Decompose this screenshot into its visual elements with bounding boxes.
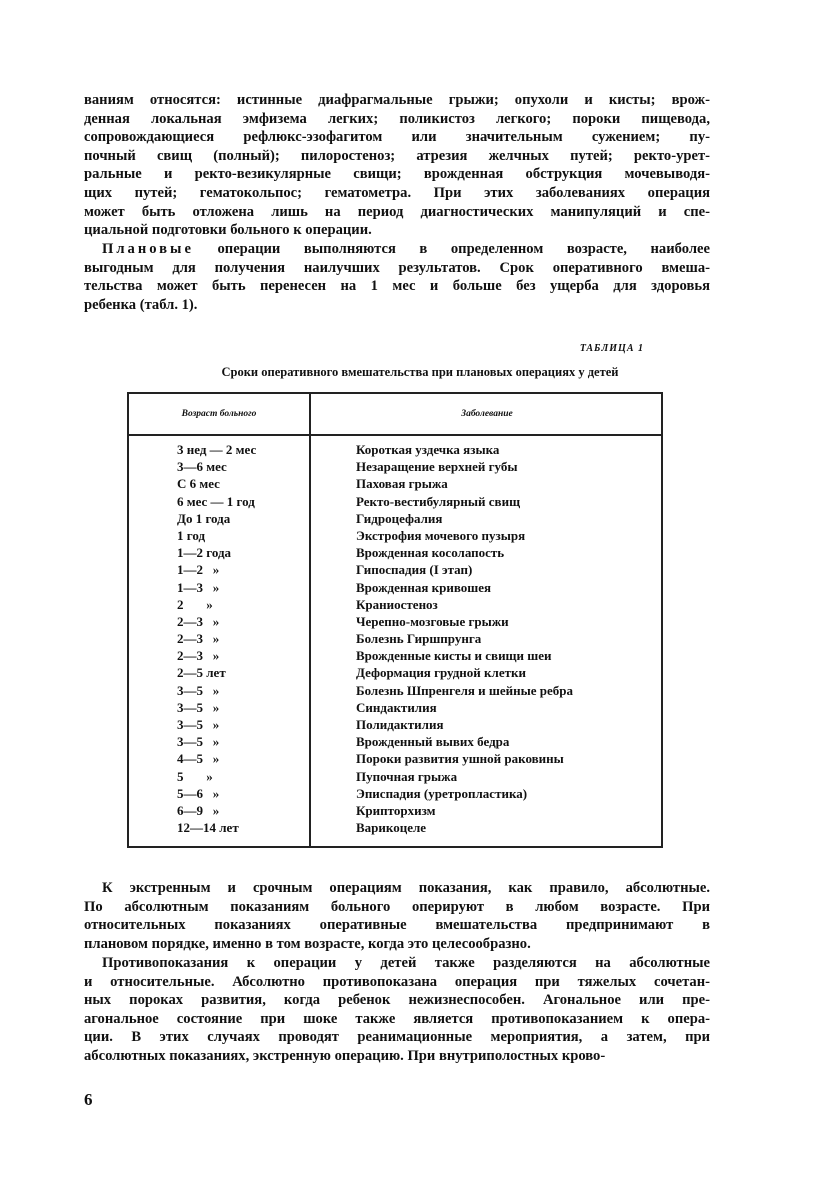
disease-cell: Крипторхизм: [356, 802, 436, 818]
table-row: [129, 561, 661, 578]
disease-cell: Незаращение верхней губы: [356, 459, 518, 475]
table-row: [129, 510, 661, 527]
table-row: [129, 579, 661, 596]
table-row: [129, 768, 661, 785]
paragraph-line: ваниям относятся: истинные диафрагмальные грыжи; опухоли и кисты; врож-: [84, 92, 710, 108]
age-cell: 6 мес — 1 год: [177, 493, 255, 509]
table-row: [129, 458, 661, 475]
table-row: [129, 802, 661, 819]
disease-cell: Гидроцефалия: [356, 510, 443, 526]
table-row: [129, 699, 661, 716]
age-cell: 5 »: [177, 768, 213, 784]
table-row: [129, 630, 661, 647]
age-cell: 3—5 »: [177, 734, 220, 750]
age-cell: 1 год: [177, 527, 206, 543]
paragraph-line: [84, 240, 710, 259]
disease-cell: Короткая уздечка языка: [356, 442, 500, 457]
disease-cell: Пупочная грыжа: [356, 768, 458, 784]
age-cell: 2—3 »: [177, 631, 220, 647]
paragraph-line: может быть отложена лишь на период диагностических манипуляций и спе-: [84, 203, 710, 220]
paragraph-contraindications: [84, 954, 710, 1066]
age-cell: 1—2 года: [177, 545, 232, 561]
table-header: [129, 394, 661, 436]
table-row: [129, 475, 661, 492]
paragraph-line: щих путей; гематокольпос; гематометра. При этих заболеваниях операция: [84, 184, 710, 201]
paragraph-line: циальной подготовки больного к операции.: [84, 222, 372, 239]
age-cell: До 1 года: [177, 510, 231, 526]
age-cell: 4—5 »: [177, 751, 220, 767]
age-cell: 3—5 »: [177, 717, 220, 732]
disease-cell: Пороки развития ушной раковины: [356, 751, 564, 767]
table-label: ТАБЛИЦА 1: [579, 343, 644, 354]
paragraph-line: абсолютных показаниях, экстренную операцию. При внутриполостных крово-: [84, 1047, 606, 1064]
age-cell: 3 нед — 2 мес: [177, 442, 257, 457]
disease-cell: Врожденная кривошея: [356, 579, 492, 595]
disease-cell: Врожденные кисты и свищи шеи: [356, 648, 552, 664]
paragraph-line: тельства может быть перенесен на 1 мес и больше без ущерба для здоровья: [84, 278, 710, 295]
paragraph-line: ральные и ректо-везикулярные свищи; врожденная обструкция мочевыводя-: [84, 166, 710, 183]
disease-cell: Врожденная косолапость: [356, 545, 505, 561]
surgery-timing-table: [127, 392, 663, 848]
line-text: операции выполняются в определенном возрасте, наиболее: [193, 241, 710, 257]
paragraph-line: сопровождающиеся рефлюкс-эзофагитом или значительным сужением; пу-: [84, 129, 710, 146]
emphasized-term: Плановые: [102, 241, 194, 257]
disease-cell: Синдактилия: [356, 699, 437, 715]
table-row: [129, 613, 661, 630]
table-row: [129, 785, 661, 802]
paragraph-emergency-indications: [84, 91, 710, 240]
disease-cell: Гипоспадия (I этап): [356, 562, 473, 578]
paragraph-line: плановом порядке, именно в том возрасте, когда это целесообразно.: [84, 935, 531, 952]
disease-cell: Болезнь Гиршпрунга: [356, 631, 482, 647]
table-row: [129, 647, 661, 664]
disease-cell: Деформация грудной клетки: [356, 665, 526, 681]
disease-cell: Ректо-вестибулярный свищ: [356, 493, 521, 509]
table-row: [129, 716, 661, 733]
page-number: 6: [84, 1090, 93, 1109]
column-header-disease: Заболевание: [461, 409, 513, 419]
paragraph-line: и относительные. Абсолютно противопоказана операция при тяжелых сочетан-: [84, 973, 710, 990]
disease-cell: Паховая грыжа: [356, 476, 448, 492]
table-row: [129, 527, 661, 544]
disease-cell: Краниостеноз: [356, 596, 438, 612]
table-row: [129, 682, 661, 699]
table-row: [129, 493, 661, 510]
table-row: [129, 544, 661, 561]
disease-cell: Экстрофия мочевого пузыря: [356, 527, 526, 543]
disease-cell: Черепно-мозговые грыжи: [356, 613, 509, 629]
paragraph-indications: [84, 879, 710, 953]
table-title: Сроки оперативного вмешательства при плановых операциях у детей: [221, 365, 619, 379]
age-cell: 3—5 »: [177, 699, 220, 715]
disease-cell: Болезнь Шпренгеля и шейные ребра: [356, 682, 574, 698]
disease-cell: Полидактилия: [356, 717, 444, 732]
age-cell: 5—6 »: [177, 785, 220, 801]
table-body: [129, 441, 661, 836]
table-row: [129, 441, 661, 458]
age-cell: 6—9 »: [177, 802, 220, 818]
disease-cell: Врожденный вывих бедра: [356, 734, 510, 750]
table-row: [129, 664, 661, 681]
paragraph-line: ции. В этих случаях проводят реанимационные мероприятия, а затем, при: [84, 1029, 710, 1046]
table-row: [129, 733, 661, 750]
paragraph-line: выгодным для получения наилучших результатов. Срок оперативного вмеша-: [84, 259, 710, 276]
column-header-age: Возраст больного: [181, 409, 257, 419]
age-cell: 2—5 лет: [177, 665, 226, 681]
paragraph-line: К экстренным и срочным операциям показания, как правило, абсолютные.: [102, 880, 710, 896]
age-cell: С 6 мес: [177, 476, 220, 492]
age-cell: 2—3 »: [177, 613, 220, 629]
paragraph-planned-operations: [84, 240, 710, 314]
disease-cell: Эписпадия (уретропластика): [356, 785, 528, 801]
paragraph-line: денная локальная эмфизема легких; поликистоз легкого; пороки пищевода,: [84, 110, 710, 127]
table-row: [129, 596, 661, 613]
age-cell: 2 »: [177, 596, 213, 612]
paragraph-line: ных пороках развития, когда ребенок нежизнеспособен. Агональное или пре-: [84, 992, 710, 1009]
disease-cell: Варикоцеле: [356, 820, 427, 836]
paragraph-line: относительных показаниях оперативные вмешательства предпринимают в: [84, 917, 710, 934]
age-cell: 1—2 »: [177, 562, 220, 578]
table-row: [129, 819, 661, 836]
paragraph-line: ребенка (табл. 1).: [84, 296, 198, 313]
paragraph-line: Противопоказания к операции у детей также разделяются на абсолютные: [102, 955, 710, 971]
paragraph-line: почный свищ (полный); пилоростеноз; атрезия желчных путей; ректо-урет-: [84, 147, 710, 164]
age-cell: 12—14 лет: [177, 820, 239, 836]
age-cell: 3—5 »: [177, 682, 220, 698]
table-row: [129, 750, 661, 767]
paragraph-line: агональное состояние при шоке также является противопоказанием к опера-: [84, 1010, 710, 1027]
paragraph-line: По абсолютным показаниям больного оперируют в любом возрасте. При: [84, 898, 710, 915]
age-cell: 3—6 мес: [177, 459, 227, 475]
age-cell: 1—3 »: [177, 579, 220, 595]
age-cell: 2—3 »: [177, 648, 220, 664]
